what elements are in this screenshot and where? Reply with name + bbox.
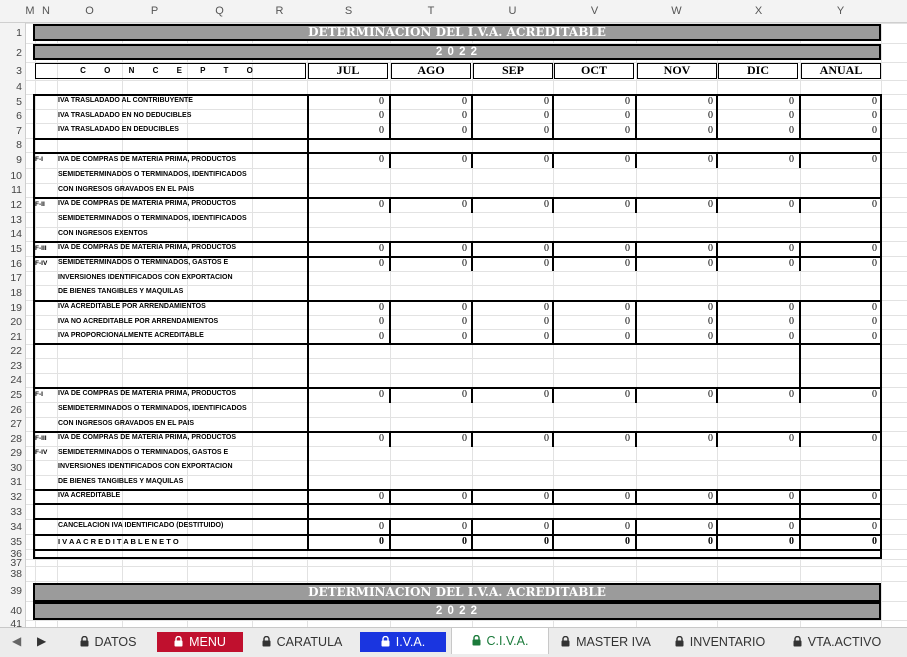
value-cell-ago[interactable]: 0	[462, 535, 467, 547]
value-cell-jul[interactable]: 0	[379, 520, 384, 532]
column-header-x[interactable]: X	[754, 5, 763, 17]
value-cell-oct[interactable]: 0	[625, 110, 630, 121]
month-header-oct: OCT	[554, 63, 634, 79]
fraction-code: F-I	[35, 156, 43, 163]
value-cell-dic[interactable]: 0	[789, 124, 794, 136]
value-cell-jul[interactable]: 0	[379, 257, 384, 269]
value-cell-nov[interactable]: 0	[708, 257, 713, 269]
concept-label: IVA DE COMPRAS DE MATERIA PRIMA, PRODUCTOS	[58, 434, 236, 441]
row-header-6[interactable]: 6	[16, 110, 22, 122]
month-header-dic: DIC	[718, 63, 798, 79]
value-cell-jul[interactable]: 0	[379, 242, 384, 254]
row-header-30[interactable]: 30	[10, 461, 22, 474]
report-title-2: DETERMINACION DEL I.V.A. ACREDITABLE	[308, 585, 606, 599]
row-header-19[interactable]: 19	[10, 301, 22, 314]
value-cell-oct[interactable]: 0	[625, 257, 630, 269]
value-cell-jul[interactable]: 0	[379, 95, 384, 107]
border-line	[307, 212, 309, 241]
value-cell-nov[interactable]: 0	[708, 242, 713, 254]
value-cell-ago[interactable]: 0	[462, 242, 467, 254]
row-header-13[interactable]: 13	[10, 213, 22, 226]
concept-label: IVA ACREDITABLE	[58, 492, 121, 499]
column-header-q[interactable]: Q	[215, 5, 224, 17]
value-cell-anual[interactable]: 0	[872, 535, 877, 547]
row-header-25[interactable]: 25	[10, 388, 22, 401]
value-cell-ago[interactable]: 0	[462, 95, 467, 107]
value-cell-sep[interactable]: 0	[544, 330, 549, 342]
column-header-t[interactable]: T	[427, 5, 435, 17]
value-cell-dic[interactable]: 0	[789, 535, 794, 547]
border-line	[307, 138, 309, 152]
row-header-29[interactable]: 29	[10, 447, 22, 459]
value-cell-jul[interactable]: 0	[379, 388, 384, 400]
row-header-5[interactable]: 5	[16, 95, 22, 108]
column-header-p[interactable]: P	[150, 5, 159, 17]
value-cell-ago[interactable]: 0	[462, 124, 467, 136]
value-cell-sep[interactable]: 0	[544, 257, 549, 269]
title-band-2	[33, 583, 881, 602]
value-cell-dic[interactable]: 0	[789, 95, 794, 107]
lock-icon	[262, 633, 271, 653]
value-cell-ago[interactable]: 0	[462, 110, 467, 121]
row-header-10[interactable]: 10	[10, 169, 22, 182]
value-cell-nov[interactable]: 0	[708, 388, 713, 400]
concept-label: IVA NO ACREDITABLE POR ARRENDAMIENTOS	[58, 317, 219, 325]
fraction-code: F-IV	[35, 259, 48, 267]
row-header-12[interactable]: 12	[10, 198, 22, 211]
concept-label: SEMIDETERMINADOS O TERMINADOS, GASTOS E	[58, 259, 229, 266]
value-cell-dic[interactable]: 0	[789, 432, 794, 444]
column-header-r[interactable]: R	[275, 5, 284, 17]
row-header-28[interactable]: 28	[10, 432, 22, 445]
row-header-32[interactable]: 32	[10, 490, 22, 503]
concept-label: IVA TRASLADADO EN DEDUCIBLES	[58, 126, 179, 133]
value-cell-dic[interactable]: 0	[789, 242, 794, 254]
value-cell-sep[interactable]: 0	[544, 301, 549, 313]
value-cell-ago[interactable]: 0	[462, 388, 467, 400]
lock-icon	[472, 629, 481, 655]
value-cell-nov[interactable]: 0	[708, 124, 713, 136]
lock-icon	[80, 633, 89, 653]
row-header-37[interactable]: 37	[10, 556, 22, 569]
value-cell-sep[interactable]: 0	[544, 124, 549, 136]
year-band-2	[33, 602, 881, 620]
month-header-ago: AGO	[391, 63, 471, 79]
concept-label: CON INGRESOS GRAVADOS EN EL PAIS	[58, 419, 195, 427]
value-cell-ago[interactable]: 0	[462, 520, 467, 532]
value-cell-jul[interactable]: 0	[379, 124, 384, 136]
row-header-33[interactable]: 33	[10, 505, 22, 518]
value-cell-nov[interactable]: 0	[708, 110, 713, 121]
column-header-o[interactable]: O	[85, 5, 94, 17]
value-cell-jul[interactable]: 0	[379, 535, 384, 547]
report-year: 2 0 2 2	[435, 46, 479, 58]
concept-label: IVA DE COMPRAS DE MATERIA PRIMA, PRODUCTOS	[58, 200, 236, 207]
value-cell-sep[interactable]: 0	[544, 316, 549, 327]
row-header-16[interactable]: 16	[10, 257, 22, 270]
concepto-header: C O N C E P T O	[35, 63, 306, 79]
value-cell-anual[interactable]: 0	[872, 388, 877, 400]
column-header-y[interactable]: Y	[836, 5, 845, 17]
row-header-4[interactable]: 4	[16, 81, 22, 93]
row-header-23[interactable]: 23	[10, 359, 22, 372]
value-cell-anual[interactable]: 0	[872, 154, 877, 165]
border-line	[33, 138, 882, 140]
concept-label: I V A A C R E D I T A B L E N E T O	[58, 537, 179, 546]
value-cell-dic[interactable]: 0	[789, 301, 794, 313]
concept-label: DE BIENES TANGIBLES Y MAQUILAS	[58, 288, 184, 295]
value-cell-nov[interactable]: 0	[708, 301, 713, 313]
sheet-tab-label: MENU	[189, 635, 226, 649]
value-cell-sep[interactable]: 0	[544, 242, 549, 254]
value-cell-nov[interactable]: 0	[708, 95, 713, 107]
row-header-15[interactable]: 15	[10, 242, 22, 255]
border-line	[33, 549, 882, 551]
value-cell-oct[interactable]: 0	[625, 520, 630, 532]
value-cell-oct[interactable]: 0	[625, 330, 630, 342]
row-header-11[interactable]: 11	[11, 184, 22, 196]
value-cell-ago[interactable]: 0	[462, 154, 467, 165]
row-header-35[interactable]: 35	[10, 535, 22, 548]
value-cell-dic[interactable]: 0	[789, 198, 794, 210]
year-band	[33, 44, 881, 60]
value-cell-nov[interactable]: 0	[708, 330, 713, 342]
border-line	[33, 343, 882, 345]
value-cell-oct[interactable]: 0	[625, 301, 630, 313]
row-header-21[interactable]: 21	[10, 330, 22, 343]
concept-label: INVERSIONES IDENTIFICADOS CON EXPORTACION	[58, 463, 233, 470]
column-header-s[interactable]: S	[344, 5, 353, 17]
value-cell-anual[interactable]: 0	[872, 124, 877, 136]
concept-label: SEMIDETERMINADOS O TERMINADOS, IDENTIFICADOS	[58, 405, 247, 412]
value-cell-ago[interactable]: 0	[462, 490, 467, 502]
value-cell-jul[interactable]: 0	[379, 330, 384, 342]
row-header-7[interactable]: 7	[16, 124, 22, 137]
sheet-tab-label: MASTER IVA	[576, 635, 651, 649]
sheet-tab-label: I.V.A.	[395, 635, 426, 649]
fraction-code: F-II	[35, 200, 45, 208]
column-header-n[interactable]: N	[42, 5, 50, 17]
row-header-20[interactable]: 20	[10, 316, 22, 328]
value-cell-nov[interactable]: 0	[708, 154, 713, 165]
border-line	[799, 503, 801, 518]
value-cell-jul[interactable]: 0	[379, 154, 384, 165]
row-header-1[interactable]: 1	[16, 27, 22, 39]
value-cell-sep[interactable]: 0	[544, 154, 549, 165]
sheet-tab-caratula[interactable]	[249, 632, 355, 652]
month-header-sep: SEP	[473, 63, 553, 79]
value-cell-sep[interactable]: 0	[544, 388, 549, 400]
value-cell-ago[interactable]: 0	[462, 257, 467, 269]
row-header-27[interactable]: 27	[10, 418, 22, 430]
sheet-tab-menu[interactable]	[157, 632, 243, 652]
sheet-tab-label: VTA.ACTIVO	[807, 635, 882, 649]
sheet-tab-i-v-a[interactable]	[360, 632, 446, 652]
border-line	[307, 503, 309, 518]
column-header-v[interactable]: V	[590, 5, 599, 17]
value-cell-anual[interactable]: 0	[872, 330, 877, 342]
border-line	[307, 446, 309, 489]
concept-label: CON INGRESOS EXENTOS	[58, 229, 148, 237]
fraction-code: F-IV	[35, 449, 48, 456]
sheet-tab-label: CARATULA	[276, 635, 343, 649]
sheet-tab-vta-activo[interactable]	[782, 632, 892, 652]
value-cell-oct[interactable]: 0	[625, 490, 630, 502]
value-cell-dic[interactable]: 0	[789, 316, 794, 327]
value-cell-oct[interactable]: 0	[625, 388, 630, 400]
value-cell-oct[interactable]: 0	[625, 242, 630, 254]
value-cell-sep[interactable]: 0	[544, 95, 549, 107]
row-header-24[interactable]: 24	[10, 374, 22, 386]
concept-label: CANCELACION IVA IDENTIFICADO (DESTITUIDO)	[58, 522, 224, 529]
report-title: DETERMINACION DEL I.V.A. ACREDITABLE	[308, 25, 606, 39]
value-cell-sep[interactable]: 0	[544, 520, 549, 532]
row-header-26[interactable]: 26	[10, 403, 22, 416]
concept-label: IVA PROPORCIONALMENTE ACREDITABLE	[58, 332, 204, 339]
value-cell-anual[interactable]: 0	[872, 198, 877, 210]
value-cell-jul[interactable]: 0	[379, 432, 384, 444]
row-header-bar[interactable]	[0, 23, 26, 627]
value-cell-jul[interactable]: 0	[379, 198, 384, 210]
value-cell-nov[interactable]: 0	[708, 198, 713, 210]
column-header-bar[interactable]	[0, 0, 907, 23]
border-line	[307, 168, 309, 197]
concept-label: IVA DE COMPRAS DE MATERIA PRIMA, PRODUCTOS	[58, 155, 236, 163]
value-cell-nov[interactable]: 0	[708, 316, 713, 327]
value-cell-anual[interactable]: 0	[872, 490, 877, 502]
value-cell-sep[interactable]: 0	[544, 110, 549, 121]
value-cell-dic[interactable]: 0	[789, 110, 794, 121]
border-line	[307, 271, 309, 300]
value-cell-ago[interactable]: 0	[462, 330, 467, 342]
row-header-38[interactable]: 38	[10, 567, 22, 580]
month-header-anual: ANUAL	[801, 63, 881, 79]
value-cell-anual[interactable]: 0	[872, 432, 877, 444]
value-cell-nov[interactable]: 0	[708, 535, 713, 547]
value-cell-anual[interactable]: 0	[872, 520, 877, 532]
value-cell-oct[interactable]: 0	[625, 124, 630, 136]
row-header-17[interactable]: 17	[10, 272, 22, 284]
sheet-tab-label: DATOS	[94, 635, 137, 649]
row-header-36[interactable]: 36	[10, 548, 22, 560]
concept-label: CON INGRESOS GRAVADOS EN EL PAIS	[58, 185, 195, 193]
border-line	[33, 503, 882, 505]
fraction-code: F-I	[35, 390, 43, 398]
row-header-22[interactable]: 22	[10, 345, 22, 357]
concept-label: IVA DE COMPRAS DE MATERIA PRIMA, PRODUCTOS	[58, 244, 236, 251]
value-cell-jul[interactable]: 0	[379, 301, 384, 313]
value-cell-oct[interactable]: 0	[625, 154, 630, 165]
concept-label: IVA TRASLADADO EN NO DEDUCIBLES	[58, 111, 192, 119]
concept-label: DE BIENES TANGIBLES Y MAQUILAS	[58, 477, 184, 485]
month-header-nov: NOV	[637, 63, 717, 79]
sheet-tab-label: INVENTARIO	[689, 635, 766, 649]
concept-label: IVA TRASLADADO AL CONTRIBUYENTE	[58, 97, 193, 104]
fraction-code: F-III	[35, 434, 47, 442]
value-cell-ago[interactable]: 0	[462, 316, 467, 327]
lock-icon	[561, 633, 570, 653]
row-header-8[interactable]: 8	[16, 139, 22, 151]
value-cell-nov[interactable]: 0	[708, 432, 713, 444]
value-cell-dic[interactable]: 0	[789, 490, 794, 502]
concept-label: SEMIDETERMINADOS O TERMINADOS, GASTOS E	[58, 448, 229, 456]
value-cell-anual[interactable]: 0	[872, 95, 877, 107]
row-header-18[interactable]: 18	[10, 286, 22, 299]
lock-icon	[174, 633, 183, 653]
concept-label: IVA DE COMPRAS DE MATERIA PRIMA, PRODUCTOS	[58, 390, 236, 397]
value-cell-sep[interactable]: 0	[544, 432, 549, 444]
row-header-40[interactable]: 40	[10, 604, 22, 617]
sheet-tab-bar	[0, 627, 907, 657]
lock-icon	[675, 633, 684, 653]
value-cell-ago[interactable]: 0	[462, 198, 467, 210]
value-cell-anual[interactable]: 0	[872, 257, 877, 269]
sheet-tab-c-i-v-a[interactable]	[451, 628, 549, 654]
next-sheet-icon[interactable]: ▶	[37, 634, 47, 648]
row-header-31[interactable]: 31	[10, 476, 22, 488]
value-cell-dic[interactable]: 0	[789, 154, 794, 165]
value-cell-anual[interactable]: 0	[872, 316, 877, 327]
row-header-14[interactable]: 14	[10, 228, 22, 240]
lock-icon	[381, 633, 390, 653]
value-cell-nov[interactable]: 0	[708, 490, 713, 502]
value-cell-oct[interactable]: 0	[625, 535, 630, 547]
value-cell-jul[interactable]: 0	[379, 110, 384, 121]
value-cell-oct[interactable]: 0	[625, 95, 630, 107]
row-header-39[interactable]: 39	[10, 585, 22, 597]
row-header-41[interactable]: 41	[10, 617, 22, 627]
sheet-tab-master-iva[interactable]	[551, 632, 661, 652]
column-header-u[interactable]: U	[508, 5, 517, 17]
row-header-9[interactable]: 9	[16, 154, 22, 166]
sheet-tab-datos[interactable]	[62, 632, 154, 652]
value-cell-sep[interactable]: 0	[544, 490, 549, 502]
value-cell-anual[interactable]: 0	[872, 110, 877, 121]
value-cell-jul[interactable]: 0	[379, 316, 384, 327]
fraction-code: F-III	[35, 244, 47, 252]
value-cell-dic[interactable]: 0	[789, 330, 794, 342]
value-cell-dic[interactable]: 0	[789, 257, 794, 269]
value-cell-dic[interactable]: 0	[789, 520, 794, 532]
value-cell-nov[interactable]: 0	[708, 520, 713, 532]
report-year-2: 2 0 2 2	[435, 605, 479, 617]
value-cell-oct[interactable]: 0	[625, 432, 630, 444]
value-cell-dic[interactable]: 0	[789, 388, 794, 400]
value-cell-ago[interactable]: 0	[462, 301, 467, 313]
border-line	[307, 343, 309, 387]
row-header-3[interactable]: 3	[16, 65, 22, 77]
value-cell-oct[interactable]: 0	[625, 198, 630, 210]
value-cell-oct[interactable]: 0	[625, 316, 630, 327]
border-line	[33, 518, 882, 520]
value-cell-jul[interactable]: 0	[379, 490, 384, 502]
month-header-jul: JUL	[308, 63, 388, 79]
title-band	[33, 24, 881, 41]
lock-icon	[793, 633, 802, 653]
value-cell-sep[interactable]: 0	[544, 198, 549, 210]
border-line	[307, 402, 309, 431]
concept-label: SEMIDETERMINADOS O TERMINADOS, IDENTIFICADOS	[58, 171, 247, 178]
column-header-w[interactable]: W	[671, 5, 682, 17]
border-line	[799, 343, 801, 387]
sheet-tab-label: C.I.V.A.	[486, 634, 529, 648]
value-cell-anual[interactable]: 0	[872, 301, 877, 313]
row-header-2[interactable]: 2	[16, 46, 22, 59]
concept-label: IVA ACREDITABLE POR ARRENDAMIENTOS	[58, 303, 206, 310]
value-cell-sep[interactable]: 0	[544, 535, 549, 547]
value-cell-ago[interactable]: 0	[462, 432, 467, 444]
prev-sheet-icon[interactable]: ◀	[12, 634, 22, 648]
row-header-34[interactable]: 34	[10, 520, 22, 533]
column-header-m[interactable]: M	[25, 5, 35, 17]
concept-label: SEMIDETERMINADOS O TERMINADOS, IDENTIFICADOS	[58, 215, 247, 222]
value-cell-anual[interactable]: 0	[872, 242, 877, 254]
concept-label: INVERSIONES IDENTIFICADOS CON EXPORTACION	[58, 273, 233, 281]
sheet-tab-inventario[interactable]	[665, 632, 775, 652]
